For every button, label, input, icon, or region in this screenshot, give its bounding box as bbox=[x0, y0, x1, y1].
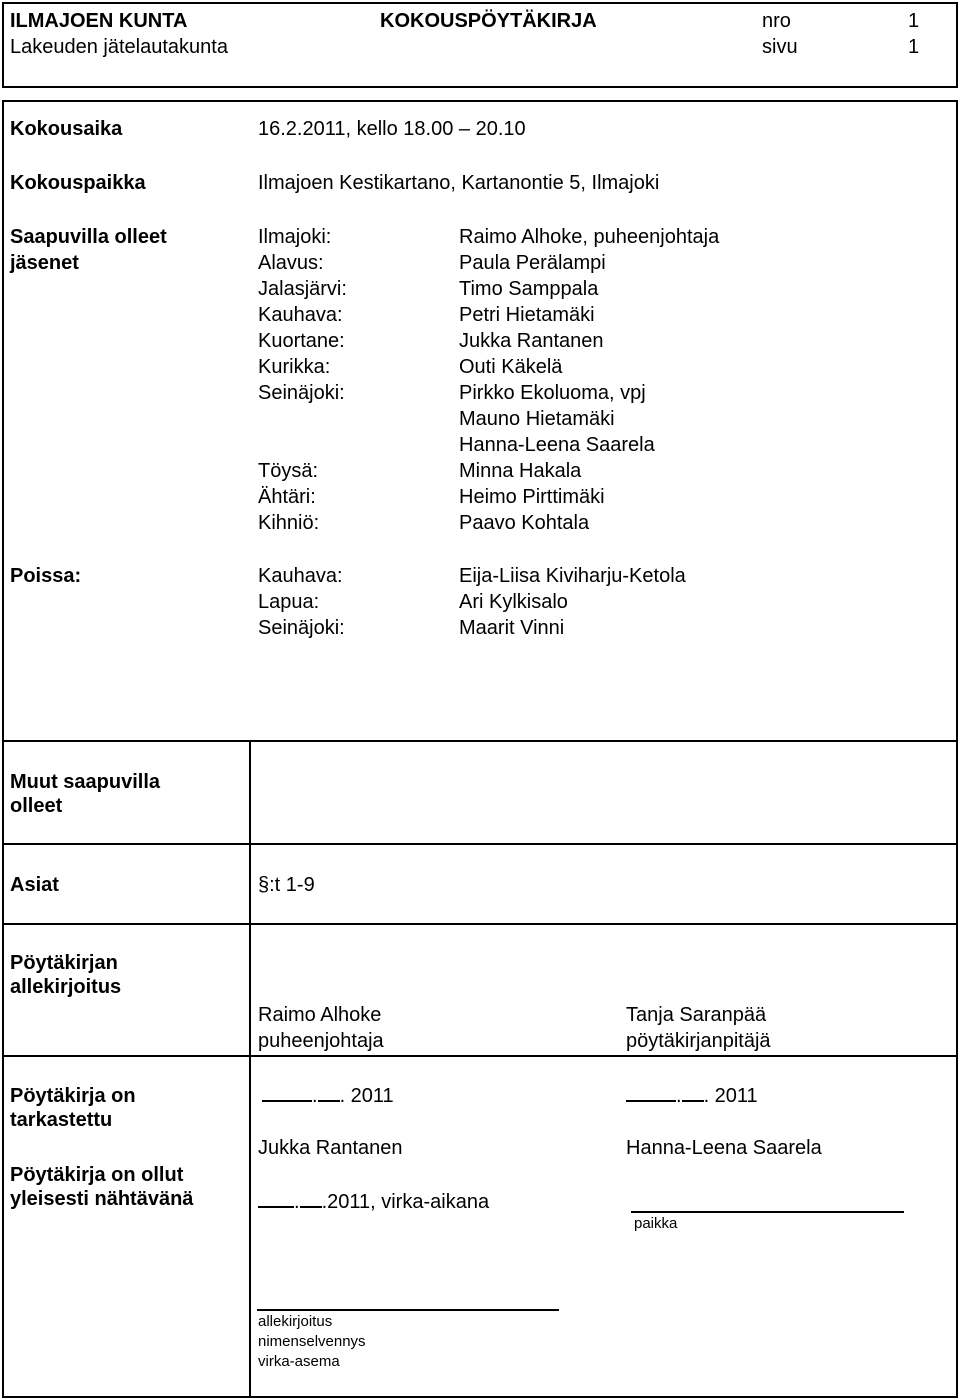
member-name: Outi Käkelä bbox=[459, 356, 563, 378]
absent-town: Seinäjoki: bbox=[258, 617, 345, 639]
absent-name: Ari Kylkisalo bbox=[459, 591, 568, 613]
present-label: Saapuvilla olleet bbox=[10, 226, 167, 248]
page-value: 1 bbox=[908, 36, 920, 58]
municipality-title: ILMAJOEN KUNTA bbox=[10, 10, 188, 32]
divider-items-signature bbox=[2, 923, 958, 925]
date-blank bbox=[300, 1188, 322, 1208]
checked-label-line2: tarkastettu bbox=[10, 1109, 113, 1131]
checked-label: Pöytäkirja on bbox=[10, 1085, 136, 1107]
date-blank bbox=[626, 1082, 676, 1102]
member-name: Paula Perälampi bbox=[459, 252, 606, 274]
member-town: Kihniö: bbox=[258, 512, 320, 534]
member-town: Kurikka: bbox=[258, 356, 331, 378]
sig-label-signature: allekirjoitus bbox=[258, 1313, 333, 1330]
checked-date-suffix: . 2011 bbox=[703, 1085, 758, 1107]
signer2-name: Tanja Saranpää bbox=[626, 1004, 767, 1026]
date-blank bbox=[682, 1082, 704, 1102]
absent-label: Poissa: bbox=[10, 565, 82, 587]
meeting-time-value: 16.2.2011, kello 18.00 – 20.10 bbox=[258, 118, 526, 140]
items-value: §:t 1-9 bbox=[258, 874, 315, 896]
member-name: Paavo Kohtala bbox=[459, 512, 590, 534]
member-name: Jukka Rantanen bbox=[459, 330, 604, 352]
member-town: Seinäjoki: bbox=[258, 382, 345, 404]
present-label-line2: jäsenet bbox=[10, 252, 79, 274]
divider-present-others bbox=[2, 740, 958, 742]
absent-name: Maarit Vinni bbox=[459, 617, 565, 639]
signer2-role: pöytäkirjanpitäjä bbox=[626, 1030, 771, 1052]
signer1-role: puheenjohtaja bbox=[258, 1030, 384, 1052]
displayed-label-line2: yleisesti nähtävänä bbox=[10, 1188, 194, 1210]
meeting-place-value: Ilmajoen Kestikartano, Kartanontie 5, Ilmajoki bbox=[258, 172, 660, 194]
member-name: Petri Hietamäki bbox=[459, 304, 595, 326]
displayed-label: Pöytäkirja on ollut bbox=[10, 1164, 184, 1186]
divider-signature-checked bbox=[2, 1055, 958, 1057]
page-label: sivu bbox=[762, 36, 798, 58]
checker2-name: Hanna-Leena Saarela bbox=[626, 1137, 822, 1159]
member-town: Alavus: bbox=[258, 252, 324, 274]
member-name: Hanna-Leena Saarela bbox=[459, 434, 655, 456]
place-line bbox=[631, 1211, 904, 1213]
member-town: Kuortane: bbox=[258, 330, 345, 352]
checker1-name: Jukka Rantanen bbox=[258, 1137, 403, 1159]
board-name: Lakeuden jätelautakunta bbox=[10, 36, 228, 58]
column-divider bbox=[249, 740, 251, 1398]
member-name: Minna Hakala bbox=[459, 460, 582, 482]
divider-others-items bbox=[2, 843, 958, 845]
member-name: Raimo Alhoke, puheenjohtaja bbox=[459, 226, 720, 248]
signature-label: Pöytäkirjan bbox=[10, 952, 118, 974]
nro-label: nro bbox=[762, 10, 791, 32]
checked-date-1: . . 2011 bbox=[262, 1082, 394, 1109]
others-label: Muut saapuvilla bbox=[10, 771, 161, 793]
displayed-date-suffix: .2011, virka-aikana bbox=[321, 1191, 490, 1213]
absent-name: Eija-Liisa Kiviharju-Ketola bbox=[459, 565, 686, 587]
checked-date-suffix: . 2011 bbox=[339, 1085, 394, 1107]
date-blank bbox=[258, 1188, 294, 1208]
date-blank bbox=[318, 1082, 340, 1102]
others-label-line2: olleet bbox=[10, 795, 63, 817]
absent-town: Kauhava: bbox=[258, 565, 343, 587]
nro-value: 1 bbox=[908, 10, 920, 32]
sig-label-position: virka-asema bbox=[258, 1353, 340, 1370]
signer1-name: Raimo Alhoke bbox=[258, 1004, 382, 1026]
absent-town: Lapua: bbox=[258, 591, 320, 613]
member-town: Jalasjärvi: bbox=[258, 278, 347, 300]
member-name: Mauno Hietamäki bbox=[459, 408, 615, 430]
document-type: KOKOUSPÖYTÄKIRJA bbox=[380, 10, 597, 32]
meeting-time-label: Kokousaika bbox=[10, 118, 123, 140]
member-name: Pirkko Ekoluoma, vpj bbox=[459, 382, 646, 404]
member-town: Ilmajoki: bbox=[258, 226, 332, 248]
member-town: Töysä: bbox=[258, 460, 319, 482]
place-label: paikka bbox=[634, 1215, 678, 1232]
displayed-date: . .2011, virka-aikana bbox=[258, 1188, 489, 1215]
checked-date-2: . . 2011 bbox=[626, 1082, 758, 1109]
member-town: Ähtäri: bbox=[258, 486, 316, 508]
items-label: Asiat bbox=[10, 874, 59, 896]
member-name: Heimo Pirttimäki bbox=[459, 486, 605, 508]
member-town: Kauhava: bbox=[258, 304, 343, 326]
sig-label-name: nimenselvennys bbox=[258, 1333, 366, 1350]
meeting-place-label: Kokouspaikka bbox=[10, 172, 146, 194]
signature-label-line2: allekirjoitus bbox=[10, 976, 122, 998]
member-name: Timo Samppala bbox=[459, 278, 599, 300]
date-blank bbox=[262, 1082, 312, 1102]
signature-line bbox=[257, 1309, 559, 1311]
